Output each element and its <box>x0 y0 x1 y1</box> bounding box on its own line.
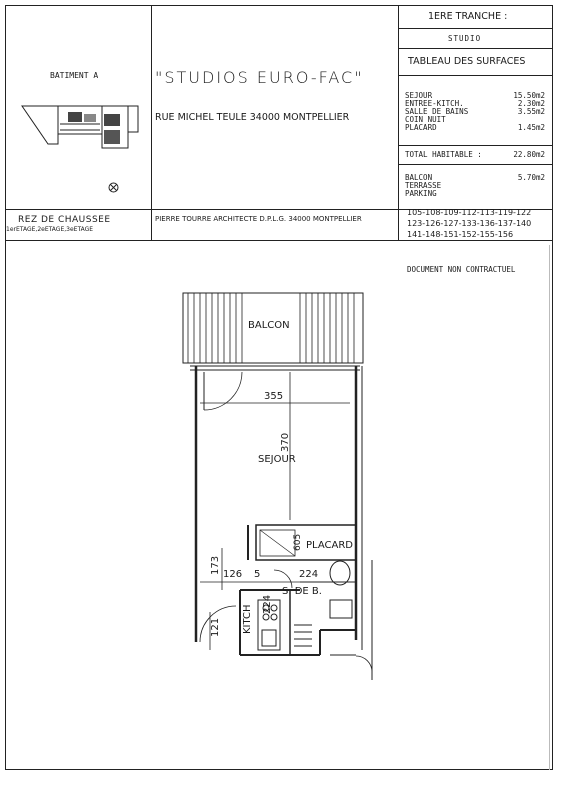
unit-type: STUDIO <box>448 34 482 43</box>
room-label-balcon: BALCON <box>248 320 290 331</box>
exterior-label: TERRASSE <box>405 181 442 190</box>
floor-sublabel: 1erETAGE,2eETAGE,3eETAGE <box>6 226 94 233</box>
room-label-sdb: S. DE B. <box>282 586 322 597</box>
dim-224-horizontal: 224 <box>299 569 319 580</box>
dim-121: 121 <box>210 617 221 637</box>
exterior-label: PARKING <box>405 189 437 198</box>
dim-5: 5 <box>254 569 261 580</box>
surface-label: ENTREE-KITCH. <box>405 99 464 108</box>
exterior-value: 5.70m2 <box>517 173 545 182</box>
surface-value: 15.50m2 <box>513 91 545 100</box>
surface-label: SALLE DE BAINS <box>405 107 469 116</box>
project-address: RUE MICHEL TEULE 34000 MONTPELLIER <box>155 112 350 123</box>
project-title: "STUDIOS EURO-FAC" <box>155 68 364 87</box>
room-label-sejour: SEJOUR <box>258 454 296 465</box>
surface-value: 2.30m2 <box>517 99 545 108</box>
tranche-label: 1ERE TRANCHE : <box>428 11 508 22</box>
room-label-placard: PLACARD <box>306 540 353 551</box>
disclaimer: DOCUMENT NON CONTRACTUEL <box>407 265 516 274</box>
floor-label: REZ DE CHAUSSEE <box>18 215 111 225</box>
total-label: TOTAL HABITABLE : <box>405 150 482 159</box>
surface-value: 3.55m2 <box>517 107 545 116</box>
lot-numbers-line: 141-148-151-152-155-156 <box>407 230 514 239</box>
dim-605: 605 <box>293 533 303 551</box>
dim-126: 126 <box>223 569 243 580</box>
lot-numbers-line: 105-108-109-112-113-119-122 <box>407 208 532 217</box>
total-value: 22.80m2 <box>513 150 545 159</box>
surface-label: COIN NUIT <box>405 115 446 124</box>
scan-edge-line <box>549 245 550 770</box>
dim-370: 370 <box>280 432 291 452</box>
table-title: TABLEAU DES SURFACES <box>408 56 526 67</box>
surface-value: 1.45m2 <box>517 123 545 132</box>
lot-numbers-line: 123-126-127-133-136-137-140 <box>407 219 532 228</box>
surface-label: PLACARD <box>405 123 437 132</box>
exterior-label: BALCON <box>405 173 433 182</box>
architect-credit: PIERRE TOURRE ARCHITECTE D.P.L.G. 34000 MONTPELLIER <box>155 215 362 223</box>
room-label-kitch: KITCH <box>242 604 253 634</box>
building-label: BATIMENT A <box>50 71 99 80</box>
surface-label: SEJOUR <box>405 91 433 100</box>
dim-173: 173 <box>210 555 221 575</box>
dim-355: 355 <box>264 391 284 402</box>
dim-224-vertical: 224 <box>262 594 273 614</box>
